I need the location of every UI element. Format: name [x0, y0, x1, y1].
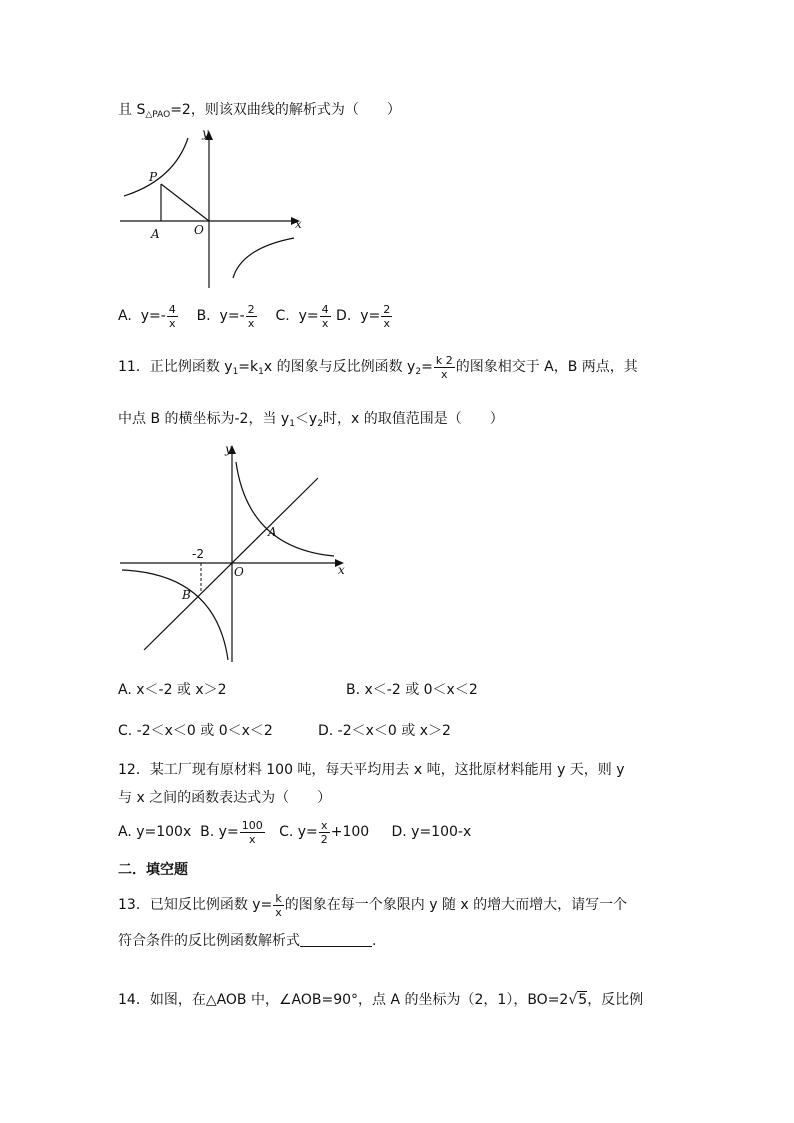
- q10-x-label: x: [295, 217, 302, 231]
- q13-stem-line2: 符合条件的反比例函数解析式 .: [118, 933, 377, 949]
- q13-stem-line1: 13．已知反比例函数 y= $\frac{k}{x}$ 的图象在每一个象限内 y 随 x 的增大而增大，请写一个: [118, 891, 628, 919]
- q11-b-label: B: [182, 588, 191, 602]
- q11-option-d: D. -2＜x＜0 或 x＞2: [318, 723, 451, 739]
- q10-o-label: O: [194, 223, 204, 237]
- q11-stem-line2: 中点 B 的横坐标为-2，当 $y_1<y_2$时，x 的取值范围是（ ）: [118, 411, 504, 429]
- q11-option-a: A. x＜-2 或 x＞2: [118, 682, 227, 698]
- q12-stem-line2: 与 x 之间的函数表达式为（ ）: [118, 790, 332, 806]
- q14-stem-line1: 14．如图，在△AOB 中，∠AOB=90°，点 A 的坐标为（2，1），BO=2√5，反比例: [118, 992, 644, 1008]
- section-title-fill-blank: 二．填空题: [118, 862, 188, 878]
- q11-a-label: A: [268, 525, 277, 539]
- q11-y-label: y: [225, 442, 232, 456]
- q11-option-c: C. -2＜x＜0 或 0＜x＜2: [118, 723, 273, 739]
- q10-figure: [112, 122, 308, 292]
- q10-stem: 且 $S_{\triangle PAO}=2$，则该双曲线的解析式为（ ）: [118, 102, 401, 120]
- q10-y-label: y: [202, 126, 209, 140]
- q11-neg2-label: -2: [192, 547, 204, 561]
- q10-a-label: A: [151, 227, 160, 241]
- q12-options: A. y=100x B. y= $\frac{100}{x}$ C. y= $\frac{x}{2}$ +100 D. y=100-x: [118, 818, 472, 846]
- q11-stem-line1: 11．正比例函数 $y_1=k_1x$ 的图象与反比例函数 $y_2=$ $\frac{k 2}{x}$ 的图象相交于 A，B 两点，其: [118, 353, 638, 381]
- q12-stem-line1: 12．某工厂现有原材料 100 吨，每天平均用去 x 吨，这批原材料能用 y 天，则 y: [118, 762, 625, 778]
- q11-x-label: x: [338, 563, 345, 577]
- q10-options: A. y=- $\frac{4}{x}$ B. y=- $\frac{2}{x}$ C. y= $\frac{4}{x}$ D. y= $\frac{2}{x}$: [118, 302, 391, 330]
- q11-figure: [112, 438, 352, 664]
- q10-p-label: P: [149, 170, 158, 184]
- q11-option-b: B. x＜-2 或 0＜x＜2: [346, 682, 478, 698]
- q13-answer-blank[interactable]: [300, 932, 372, 947]
- q11-o-label: O: [234, 565, 244, 579]
